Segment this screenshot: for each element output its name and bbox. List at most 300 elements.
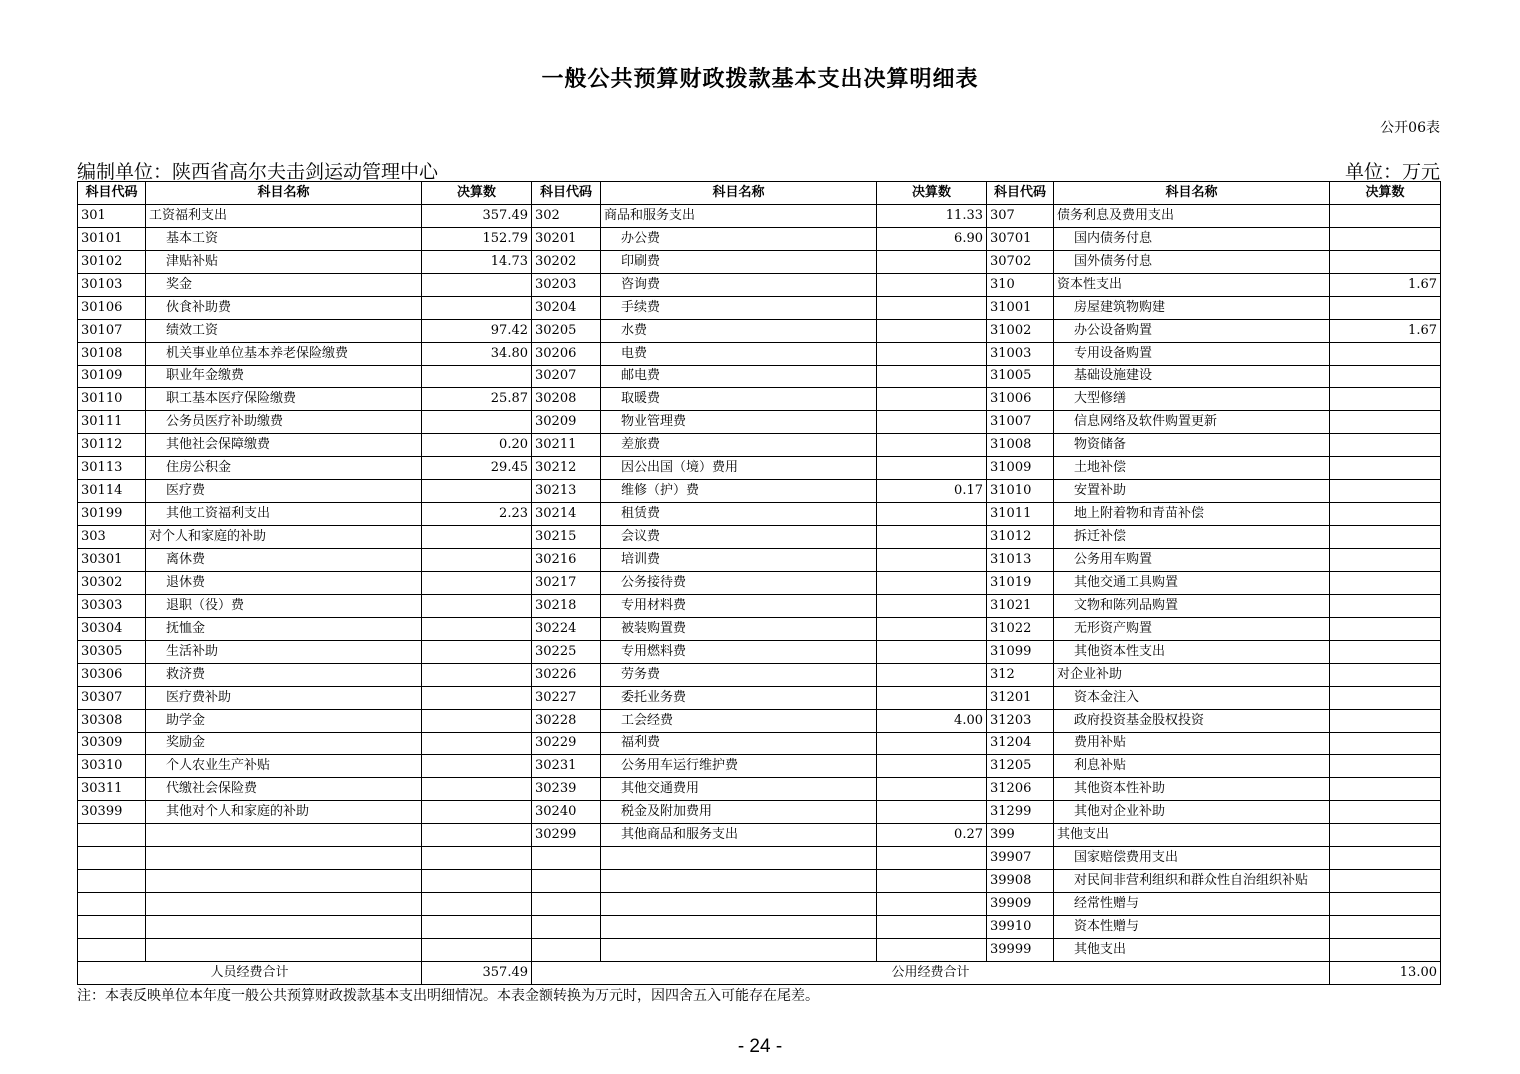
code-cell-1: 303 (78, 526, 146, 549)
name-cell-3: 房屋建筑物购建 (1054, 296, 1330, 319)
table-row (78, 480, 1441, 503)
code-cell-2: 30205 (532, 319, 601, 342)
name-cell-2: 专用燃料费 (601, 640, 877, 663)
code-cell-1: 30109 (78, 365, 146, 388)
amount-cell-2: 0.17 (877, 480, 987, 503)
name-cell-2: 差旅费 (601, 434, 877, 457)
code-cell-1 (78, 824, 146, 847)
code-cell-2: 30299 (532, 824, 601, 847)
code-cell-2: 30225 (532, 640, 601, 663)
name-cell-2: 专用材料费 (601, 594, 877, 617)
amount-cell-3 (1330, 938, 1441, 961)
amount-cell-1: 97.42 (422, 319, 532, 342)
footnote: 注：本表反映单位本年度一般公共预算财政拨款基本支出明细情况。本表金额转换为万元时，因四舍五入可能存在尾差。 (77, 988, 819, 1004)
amount-cell-1 (422, 411, 532, 434)
name-cell-3: 专用设备购置 (1054, 342, 1330, 365)
name-cell-3: 对企业补助 (1054, 663, 1330, 686)
table-row (78, 342, 1441, 365)
header-code-1: 科目代码 (78, 182, 146, 205)
amount-cell-1 (422, 273, 532, 296)
amount-cell-1 (422, 663, 532, 686)
amount-cell-1: 152.79 (422, 227, 532, 250)
amount-cell-3 (1330, 503, 1441, 526)
table-row (78, 549, 1441, 572)
code-cell-1: 30113 (78, 457, 146, 480)
name-cell-2: 委托业务费 (601, 686, 877, 709)
name-cell-1: 医疗费 (146, 480, 422, 503)
amount-cell-1 (422, 617, 532, 640)
name-cell-3: 拆迁补偿 (1054, 526, 1330, 549)
name-cell-3: 其他支出 (1054, 824, 1330, 847)
amount-cell-2 (877, 847, 987, 870)
name-cell-3: 政府投资基金股权投资 (1054, 709, 1330, 732)
amount-cell-3 (1330, 434, 1441, 457)
table-row (78, 893, 1441, 916)
name-cell-1 (146, 847, 422, 870)
code-cell-2: 30217 (532, 571, 601, 594)
code-cell-2 (532, 847, 601, 870)
code-cell-1: 30112 (78, 434, 146, 457)
amount-cell-3 (1330, 617, 1441, 640)
header-name-3: 科目名称 (1054, 182, 1330, 205)
header-code-3: 科目代码 (987, 182, 1054, 205)
amount-cell-2 (877, 273, 987, 296)
table-row (78, 847, 1441, 870)
name-cell-1: 基本工资 (146, 227, 422, 250)
name-cell-3: 其他资本性补助 (1054, 778, 1330, 801)
amount-cell-3 (1330, 457, 1441, 480)
name-cell-1: 绩效工资 (146, 319, 422, 342)
amount-cell-3 (1330, 778, 1441, 801)
code-cell-1: 30114 (78, 480, 146, 503)
table-row (78, 938, 1441, 961)
amount-cell-2 (877, 640, 987, 663)
code-cell-1: 30399 (78, 801, 146, 824)
name-cell-1: 伙食补助费 (146, 296, 422, 319)
name-cell-3: 国家赔偿费用支出 (1054, 847, 1330, 870)
amount-cell-1: 357.49 (422, 204, 532, 227)
code-cell-2: 30228 (532, 709, 601, 732)
amount-cell-1 (422, 296, 532, 319)
table-row (78, 365, 1441, 388)
amount-cell-2: 11.33 (877, 204, 987, 227)
code-cell-3: 30701 (987, 227, 1054, 250)
name-cell-1: 其他社会保障缴费 (146, 434, 422, 457)
code-cell-1: 30308 (78, 709, 146, 732)
header-row (78, 182, 1441, 205)
amount-cell-2 (877, 526, 987, 549)
amount-cell-1 (422, 594, 532, 617)
name-cell-1 (146, 938, 422, 961)
code-cell-3: 31013 (987, 549, 1054, 572)
table-row (78, 870, 1441, 893)
code-cell-2: 30207 (532, 365, 601, 388)
page-number: - 24 - (737, 1036, 783, 1057)
totals-row (78, 961, 1441, 984)
code-cell-1: 30307 (78, 686, 146, 709)
code-cell-1: 301 (78, 204, 146, 227)
table-row (78, 503, 1441, 526)
amount-cell-3 (1330, 227, 1441, 250)
table-row (78, 663, 1441, 686)
code-cell-2: 30214 (532, 503, 601, 526)
table-row (78, 709, 1441, 732)
code-cell-1: 30309 (78, 732, 146, 755)
amount-cell-1 (422, 709, 532, 732)
name-cell-2: 手续费 (601, 296, 877, 319)
table-body (78, 204, 1441, 961)
amount-cell-3 (1330, 732, 1441, 755)
code-cell-3: 399 (987, 824, 1054, 847)
name-cell-2 (601, 938, 877, 961)
code-cell-3: 39999 (987, 938, 1054, 961)
code-cell-3: 31019 (987, 571, 1054, 594)
code-cell-2: 30208 (532, 388, 601, 411)
amount-cell-1: 2.23 (422, 503, 532, 526)
amount-cell-1 (422, 824, 532, 847)
amount-cell-3 (1330, 204, 1441, 227)
code-cell-2: 30209 (532, 411, 601, 434)
amount-cell-2 (877, 549, 987, 572)
code-cell-1: 30303 (78, 594, 146, 617)
compiling-unit: 编制单位：陕西省高尔夫击剑运动管理中心 (77, 161, 439, 183)
code-cell-3: 39910 (987, 916, 1054, 939)
code-cell-2: 30201 (532, 227, 601, 250)
name-cell-3: 经常性赠与 (1054, 893, 1330, 916)
amount-cell-3 (1330, 640, 1441, 663)
public-total-label: 公用经费合计 (532, 961, 1330, 984)
amount-cell-2: 0.27 (877, 824, 987, 847)
amount-cell-3 (1330, 594, 1441, 617)
table-row (78, 526, 1441, 549)
name-cell-1: 住房公积金 (146, 457, 422, 480)
table-row (78, 778, 1441, 801)
amount-cell-3 (1330, 709, 1441, 732)
table-row (78, 411, 1441, 434)
name-cell-2: 因公出国（境）费用 (601, 457, 877, 480)
code-cell-2: 30204 (532, 296, 601, 319)
amount-cell-2 (877, 571, 987, 594)
table-row (78, 434, 1441, 457)
name-cell-2: 税金及附加费用 (601, 801, 877, 824)
code-cell-1: 30110 (78, 388, 146, 411)
amount-cell-1: 0.20 (422, 434, 532, 457)
table-row (78, 204, 1441, 227)
name-cell-3: 对民间非营利组织和群众性自治组织补贴 (1054, 870, 1330, 893)
code-cell-3: 31001 (987, 296, 1054, 319)
table-row (78, 686, 1441, 709)
amount-cell-1 (422, 893, 532, 916)
name-cell-2: 电费 (601, 342, 877, 365)
name-cell-2: 物业管理费 (601, 411, 877, 434)
table-row (78, 755, 1441, 778)
amount-cell-1 (422, 916, 532, 939)
code-cell-3: 31010 (987, 480, 1054, 503)
amount-cell-2 (877, 319, 987, 342)
name-cell-1: 职工基本医疗保险缴费 (146, 388, 422, 411)
code-cell-2 (532, 870, 601, 893)
amount-cell-1: 25.87 (422, 388, 532, 411)
code-cell-1 (78, 870, 146, 893)
name-cell-1 (146, 870, 422, 893)
code-cell-1: 30311 (78, 778, 146, 801)
code-cell-1: 30306 (78, 663, 146, 686)
header-name-2: 科目名称 (601, 182, 877, 205)
code-cell-2: 30211 (532, 434, 601, 457)
name-cell-2: 商品和服务支出 (601, 204, 877, 227)
amount-cell-1 (422, 801, 532, 824)
amount-cell-3: 1.67 (1330, 319, 1441, 342)
amount-cell-3 (1330, 388, 1441, 411)
table-row (78, 640, 1441, 663)
amount-cell-1 (422, 640, 532, 663)
code-cell-2: 30224 (532, 617, 601, 640)
name-cell-2: 福利费 (601, 732, 877, 755)
name-cell-3: 债务利息及费用支出 (1054, 204, 1330, 227)
table-row (78, 732, 1441, 755)
name-cell-3: 国内债务付息 (1054, 227, 1330, 250)
code-cell-3: 31007 (987, 411, 1054, 434)
code-cell-3: 31002 (987, 319, 1054, 342)
amount-cell-2 (877, 617, 987, 640)
code-cell-2: 30216 (532, 549, 601, 572)
currency-unit: 单位：万元 (1344, 161, 1440, 183)
amount-cell-1 (422, 870, 532, 893)
amount-cell-2 (877, 938, 987, 961)
name-cell-2: 水费 (601, 319, 877, 342)
amount-cell-2 (877, 296, 987, 319)
amount-cell-2 (877, 503, 987, 526)
name-cell-2: 印刷费 (601, 250, 877, 273)
name-cell-3: 资本性支出 (1054, 273, 1330, 296)
name-cell-2: 公务接待费 (601, 571, 877, 594)
amount-cell-1: 14.73 (422, 250, 532, 273)
header-code-2: 科目代码 (532, 182, 601, 205)
amount-cell-2: 4.00 (877, 709, 987, 732)
code-cell-2: 30215 (532, 526, 601, 549)
amount-cell-3 (1330, 686, 1441, 709)
code-cell-3: 31006 (987, 388, 1054, 411)
amount-cell-2: 6.90 (877, 227, 987, 250)
amount-cell-2 (877, 457, 987, 480)
amount-cell-2 (877, 870, 987, 893)
expenditure-table (77, 181, 1441, 985)
amount-cell-3 (1330, 916, 1441, 939)
amount-cell-2 (877, 732, 987, 755)
amount-cell-2 (877, 342, 987, 365)
code-cell-2: 30202 (532, 250, 601, 273)
name-cell-3: 大型修缮 (1054, 388, 1330, 411)
name-cell-2 (601, 893, 877, 916)
code-cell-2: 30218 (532, 594, 601, 617)
name-cell-3: 公务用车购置 (1054, 549, 1330, 572)
table-row (78, 916, 1441, 939)
amount-cell-3 (1330, 296, 1441, 319)
table-row (78, 801, 1441, 824)
name-cell-1: 其他对个人和家庭的补助 (146, 801, 422, 824)
amount-cell-3 (1330, 755, 1441, 778)
code-cell-2: 30240 (532, 801, 601, 824)
code-cell-3: 39909 (987, 893, 1054, 916)
name-cell-1: 个人农业生产补贴 (146, 755, 422, 778)
name-cell-2 (601, 916, 877, 939)
code-cell-2: 30206 (532, 342, 601, 365)
code-cell-3: 31205 (987, 755, 1054, 778)
code-cell-3: 307 (987, 204, 1054, 227)
amount-cell-2 (877, 434, 987, 457)
name-cell-1 (146, 824, 422, 847)
name-cell-2: 咨询费 (601, 273, 877, 296)
name-cell-1: 退职（役）费 (146, 594, 422, 617)
code-cell-2: 30212 (532, 457, 601, 480)
code-cell-2: 30229 (532, 732, 601, 755)
code-cell-1: 30310 (78, 755, 146, 778)
name-cell-2: 其他商品和服务支出 (601, 824, 877, 847)
name-cell-1: 奖励金 (146, 732, 422, 755)
name-cell-1: 其他工资福利支出 (146, 503, 422, 526)
name-cell-2: 劳务费 (601, 663, 877, 686)
name-cell-2: 工会经费 (601, 709, 877, 732)
table-row (78, 388, 1441, 411)
code-cell-1: 30108 (78, 342, 146, 365)
amount-cell-1 (422, 571, 532, 594)
name-cell-3: 文物和陈列品购置 (1054, 594, 1330, 617)
amount-cell-1 (422, 526, 532, 549)
name-cell-2: 租赁费 (601, 503, 877, 526)
amount-cell-2 (877, 801, 987, 824)
name-cell-1: 公务员医疗补助缴费 (146, 411, 422, 434)
code-cell-1: 30304 (78, 617, 146, 640)
name-cell-1: 职业年金缴费 (146, 365, 422, 388)
amount-cell-1 (422, 480, 532, 503)
name-cell-2 (601, 870, 877, 893)
amount-cell-3 (1330, 250, 1441, 273)
code-cell-3: 31201 (987, 686, 1054, 709)
table-row (78, 319, 1441, 342)
code-cell-1: 30102 (78, 250, 146, 273)
code-cell-1 (78, 938, 146, 961)
name-cell-1: 生活补助 (146, 640, 422, 663)
amount-cell-1 (422, 686, 532, 709)
code-cell-3: 31021 (987, 594, 1054, 617)
code-cell-1: 30302 (78, 571, 146, 594)
name-cell-2: 其他交通费用 (601, 778, 877, 801)
name-cell-1: 工资福利支出 (146, 204, 422, 227)
amount-cell-3 (1330, 801, 1441, 824)
code-cell-1: 30103 (78, 273, 146, 296)
name-cell-3: 无形资产购置 (1054, 617, 1330, 640)
code-cell-2: 30203 (532, 273, 601, 296)
code-cell-1: 30101 (78, 227, 146, 250)
amount-cell-2 (877, 250, 987, 273)
code-cell-3: 30702 (987, 250, 1054, 273)
code-cell-3: 31022 (987, 617, 1054, 640)
code-cell-2: 30227 (532, 686, 601, 709)
table-row (78, 273, 1441, 296)
amount-cell-1 (422, 549, 532, 572)
amount-cell-2 (877, 388, 987, 411)
amount-cell-3 (1330, 549, 1441, 572)
code-cell-3: 31203 (987, 709, 1054, 732)
name-cell-2: 维修（护）费 (601, 480, 877, 503)
amount-cell-3 (1330, 480, 1441, 503)
amount-cell-3 (1330, 365, 1441, 388)
code-cell-2 (532, 893, 601, 916)
name-cell-1: 退休费 (146, 571, 422, 594)
name-cell-1: 代缴社会保险费 (146, 778, 422, 801)
page-title: 一般公共预算财政拨款基本支出决算明细表 (541, 66, 979, 92)
amount-cell-1 (422, 778, 532, 801)
amount-cell-2 (877, 778, 987, 801)
amount-cell-2 (877, 916, 987, 939)
code-cell-1: 30305 (78, 640, 146, 663)
code-cell-1: 30199 (78, 503, 146, 526)
code-cell-2: 30239 (532, 778, 601, 801)
amount-cell-3 (1330, 571, 1441, 594)
code-cell-3: 31008 (987, 434, 1054, 457)
name-cell-3: 基础设施建设 (1054, 365, 1330, 388)
header-amount-3: 决算数 (1330, 182, 1441, 205)
table-row (78, 571, 1441, 594)
amount-cell-1 (422, 755, 532, 778)
amount-cell-2 (877, 686, 987, 709)
amount-cell-3 (1330, 893, 1441, 916)
name-cell-1 (146, 916, 422, 939)
table-row (78, 824, 1441, 847)
name-cell-2: 邮电费 (601, 365, 877, 388)
name-cell-2: 办公费 (601, 227, 877, 250)
form-number: 公开06表 (1380, 120, 1440, 136)
code-cell-3: 31003 (987, 342, 1054, 365)
name-cell-3: 安置补助 (1054, 480, 1330, 503)
amount-cell-2 (877, 755, 987, 778)
code-cell-1: 30107 (78, 319, 146, 342)
amount-cell-2 (877, 893, 987, 916)
code-cell-3: 31009 (987, 457, 1054, 480)
name-cell-1: 医疗费补助 (146, 686, 422, 709)
name-cell-1: 机关事业单位基本养老保险缴费 (146, 342, 422, 365)
code-cell-3: 31011 (987, 503, 1054, 526)
name-cell-3: 资本性赠与 (1054, 916, 1330, 939)
amount-cell-3 (1330, 342, 1441, 365)
amount-cell-1 (422, 365, 532, 388)
name-cell-3: 其他资本性支出 (1054, 640, 1330, 663)
header-amount-1: 决算数 (422, 182, 532, 205)
name-cell-1: 津贴补贴 (146, 250, 422, 273)
name-cell-1: 对个人和家庭的补助 (146, 526, 422, 549)
amount-cell-1 (422, 732, 532, 755)
amount-cell-2 (877, 594, 987, 617)
name-cell-2 (601, 847, 877, 870)
code-cell-3: 31012 (987, 526, 1054, 549)
header-name-1: 科目名称 (146, 182, 422, 205)
code-cell-3: 31206 (987, 778, 1054, 801)
code-cell-1 (78, 893, 146, 916)
code-cell-1 (78, 916, 146, 939)
code-cell-2 (532, 916, 601, 939)
code-cell-3: 31204 (987, 732, 1054, 755)
name-cell-2: 公务用车运行维护费 (601, 755, 877, 778)
amount-cell-1 (422, 938, 532, 961)
code-cell-3: 39907 (987, 847, 1054, 870)
name-cell-3: 办公设备购置 (1054, 319, 1330, 342)
name-cell-3: 物资储备 (1054, 434, 1330, 457)
code-cell-2: 30213 (532, 480, 601, 503)
amount-cell-1 (422, 847, 532, 870)
name-cell-1: 离休费 (146, 549, 422, 572)
amount-cell-1: 29.45 (422, 457, 532, 480)
name-cell-3: 国外债务付息 (1054, 250, 1330, 273)
